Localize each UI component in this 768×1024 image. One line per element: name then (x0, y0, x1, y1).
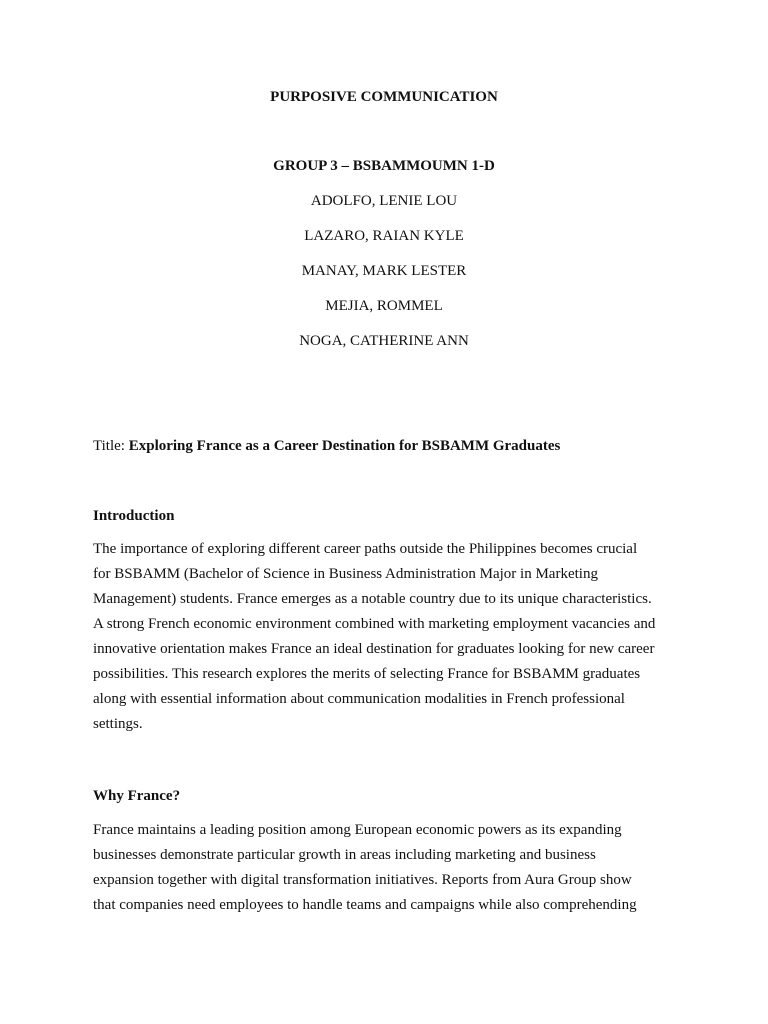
paragraph-line: A strong French economic environment combined with marketing employment vacancies and (93, 616, 656, 632)
paragraph-line: expansion together with digital transformation initiatives. Reports from Aura Group show (93, 872, 632, 888)
paragraph-line: settings. (93, 716, 143, 732)
title-label: Title: (93, 438, 129, 454)
paragraph-line: for BSBAMM (Bachelor of Science in Business Administration Major in Marketing (93, 566, 598, 582)
paragraph-line: France maintains a leading position among European economic powers as its expanding (93, 822, 622, 838)
member-name: ADOLFO, LENIE LOU (310, 193, 458, 209)
section-heading-introduction: Introduction (93, 508, 175, 524)
section-heading-why-france: Why France? (93, 788, 181, 804)
member-name: MEJIA, ROMMEL (325, 298, 443, 314)
group-line: GROUP 3 – BSBAMMOUMN 1-D (273, 158, 495, 174)
paragraph-line: along with essential information about communication modalities in French professional (93, 691, 625, 707)
member-name: MANAY, MARK LESTER (301, 263, 467, 279)
paragraph-line: The importance of exploring different career paths outside the Philippines becomes crucial (93, 541, 638, 557)
paragraph-line: possibilities. This research explores the merits of selecting France for BSBAMM graduates (93, 666, 641, 682)
paragraph-line: businesses demonstrate particular growth in areas including marketing and business (93, 847, 596, 863)
course-title: PURPOSIVE COMMUNICATION (270, 89, 498, 105)
member-name: NOGA, CATHERINE ANN (299, 333, 469, 349)
title-text: Exploring France as a Career Destination for BSBAMM Graduates (128, 438, 561, 454)
document-title (93, 437, 683, 455)
introduction-paragraph (93, 537, 683, 737)
paragraph-line: that companies need employees to handle teams and campaigns while also comprehending (93, 897, 637, 913)
paragraph-line: innovative orientation makes France an ideal destination for graduates looking for new career (93, 641, 655, 657)
member-name: LAZARO, RAIAN KYLE (304, 228, 464, 244)
why-france-paragraph (93, 818, 683, 918)
paragraph-line: Management) students. France emerges as a notable country due to its unique characteristics. (93, 591, 652, 607)
